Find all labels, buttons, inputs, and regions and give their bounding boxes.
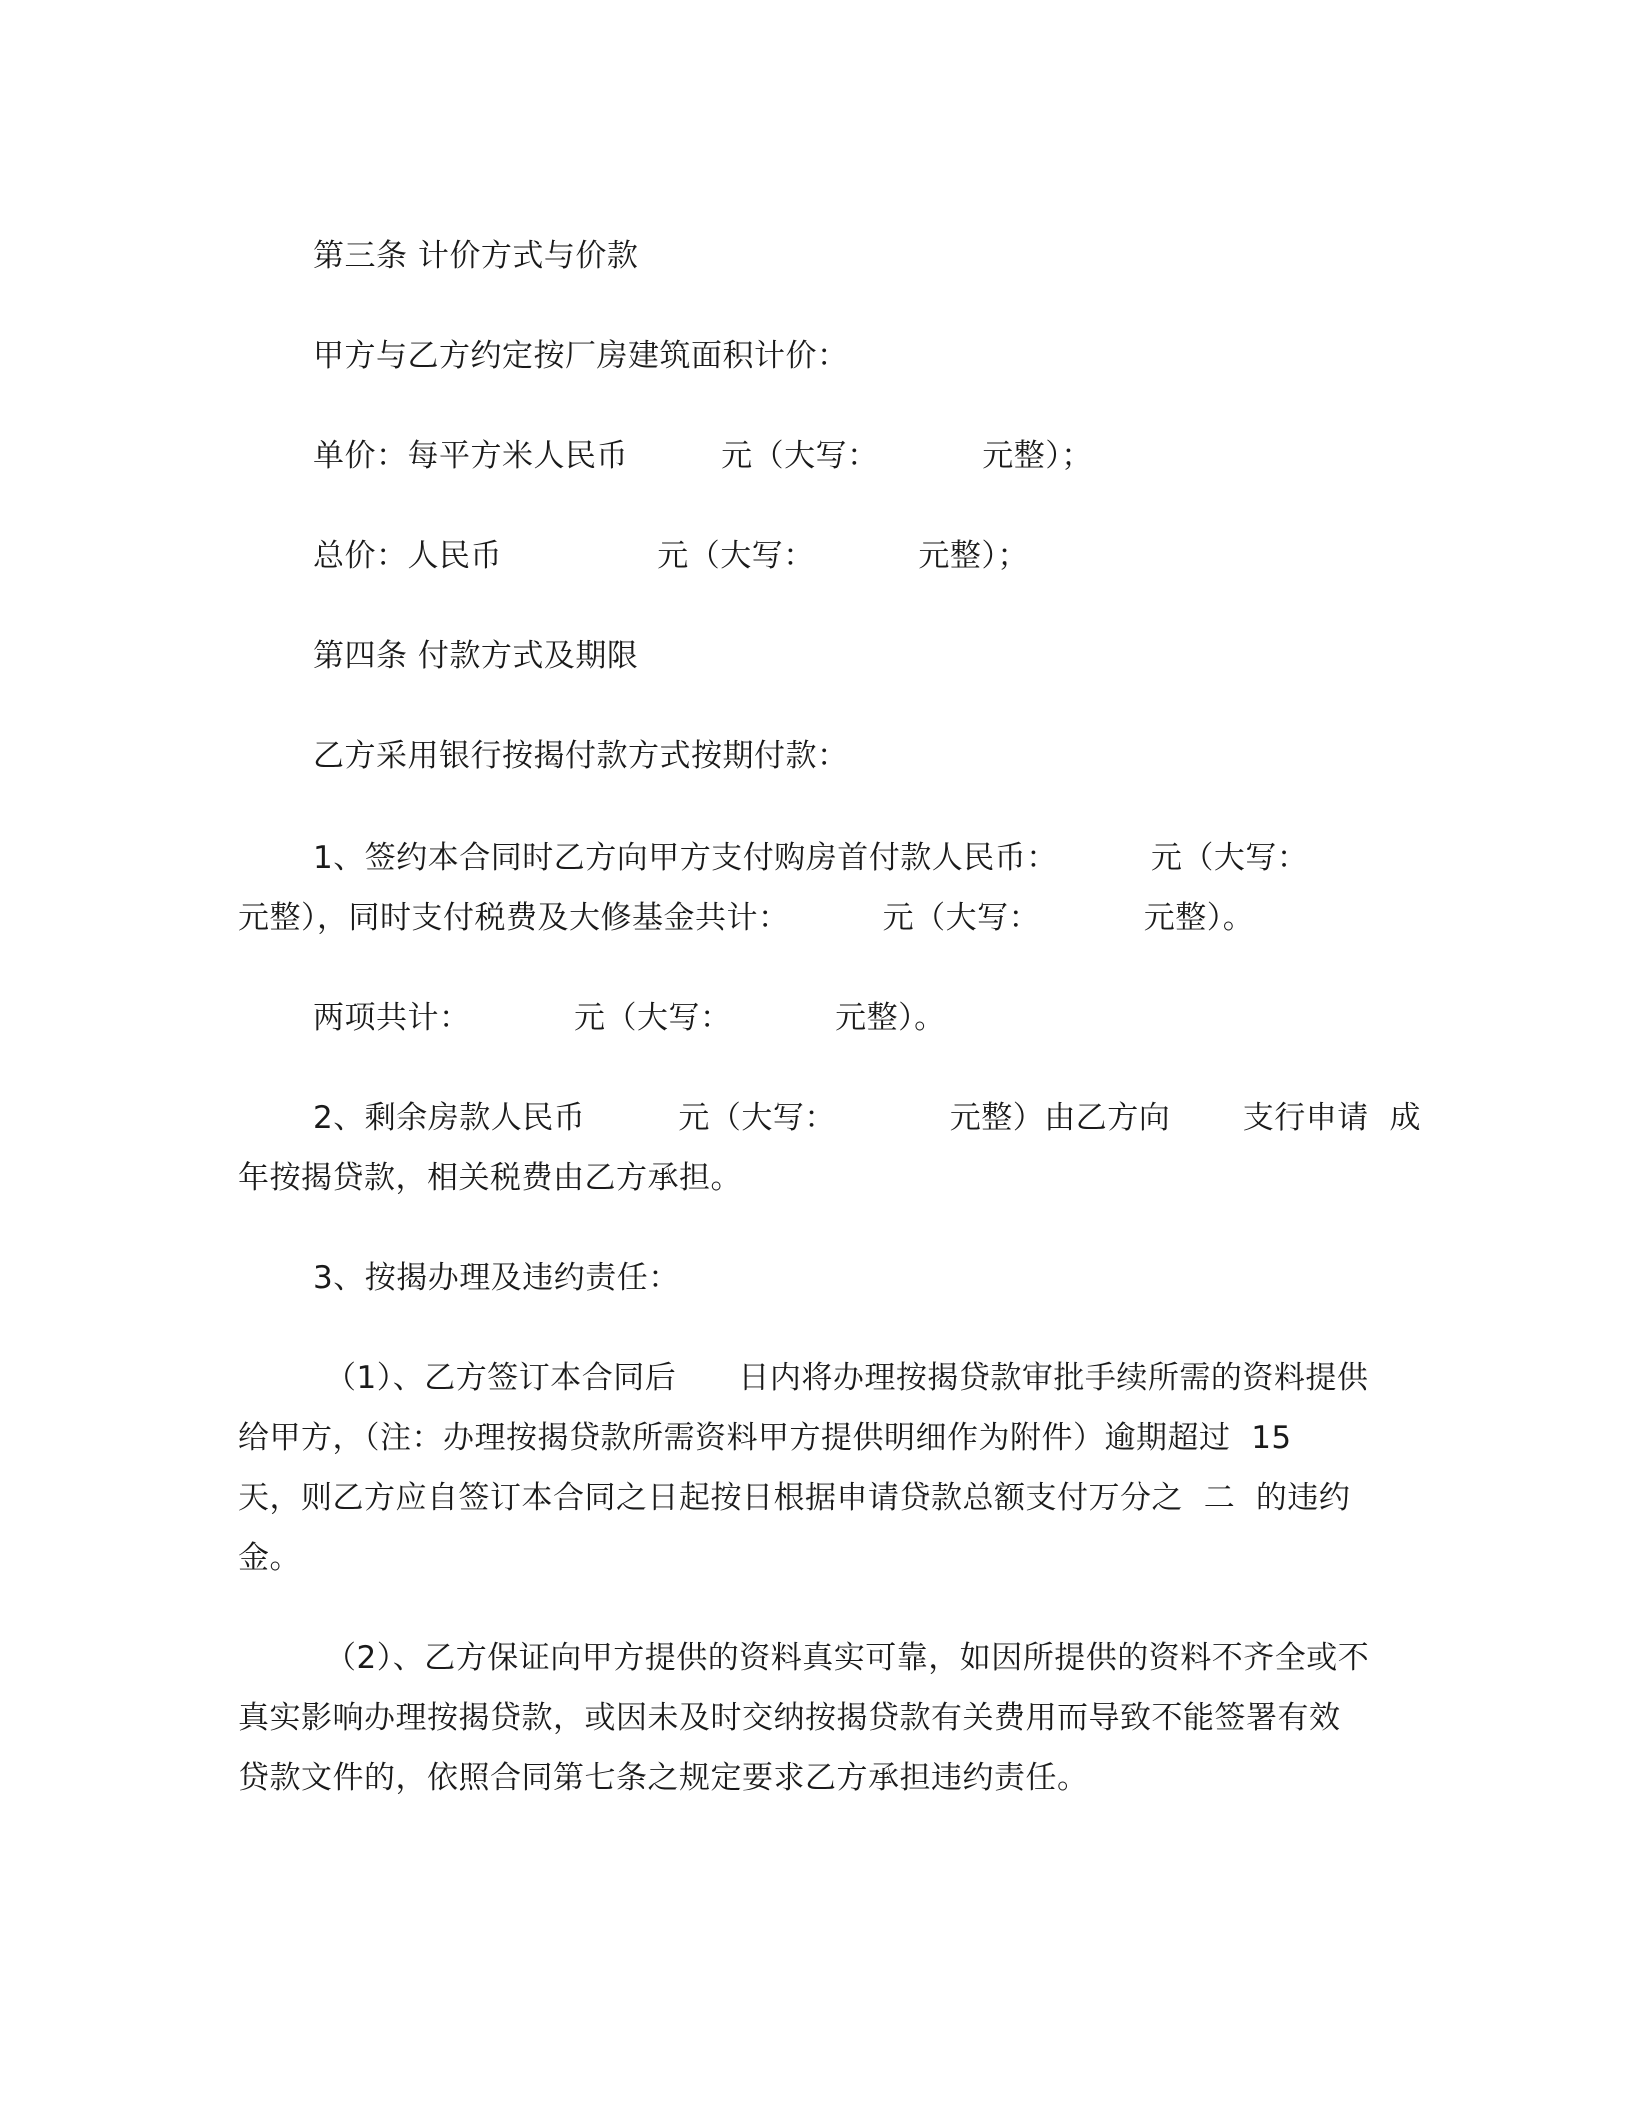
pricing-intro: 甲方与乙方约定按厂房建筑面积计价： [313, 338, 849, 374]
item-2-line-1: 2、剩余房款人民币 元（大写： 元整）由乙方向 支行申请 成 [313, 1100, 1421, 1136]
payment-intro: 乙方采用银行按揭付款方式按期付款： [313, 738, 849, 774]
article-3-heading: 第三条 计价方式与价款 [313, 238, 639, 274]
sub-1-line-2: 给甲方，（注：办理按揭贷款所需资料甲方提供明细作为附件）逾期超过 15 [238, 1420, 1292, 1456]
sub-1-line-4: 金。 [238, 1540, 301, 1576]
item-1-line-2: 元整），同时支付税费及大修基金共计： 元（大写： 元整）。 [238, 900, 1255, 936]
sub-2-line-3: 贷款文件的，依照合同第七条之规定要求乙方承担违约责任。 [238, 1760, 1089, 1796]
combined-total-line: 两项共计： 元（大写： 元整）。 [313, 1000, 946, 1036]
article-4-heading: 第四条 付款方式及期限 [313, 638, 639, 674]
item-3-heading: 3、按揭办理及违约责任： [313, 1260, 680, 1296]
item-1-line-1: 1、签约本合同时乙方向甲方支付购房首付款人民币： 元（大写： [313, 840, 1309, 876]
sub-1-line-1: （1）、乙方签订本合同后 日内将办理按揭贷款审批手续所需的资料提供 [325, 1360, 1369, 1396]
sub-2-line-1: （2）、乙方保证向甲方提供的资料真实可靠，如因所提供的资料不齐全或不 [325, 1640, 1370, 1676]
total-price-line: 总价：人民币 元（大写： 元整）； [313, 538, 1029, 574]
sub-2-line-2: 真实影响办理按揭贷款，或因未及时交纳按揭贷款有关费用而导致不能签署有效 [238, 1700, 1341, 1736]
unit-price-line: 单价：每平方米人民币 元（大写： 元整）； [313, 438, 1093, 474]
item-2-line-2: 年按揭贷款，相关税费由乙方承担。 [238, 1160, 742, 1196]
sub-1-line-3: 天，则乙方应自签订本合同之日起按日根据申请贷款总额支付万分之 二 的违约 [238, 1480, 1351, 1516]
